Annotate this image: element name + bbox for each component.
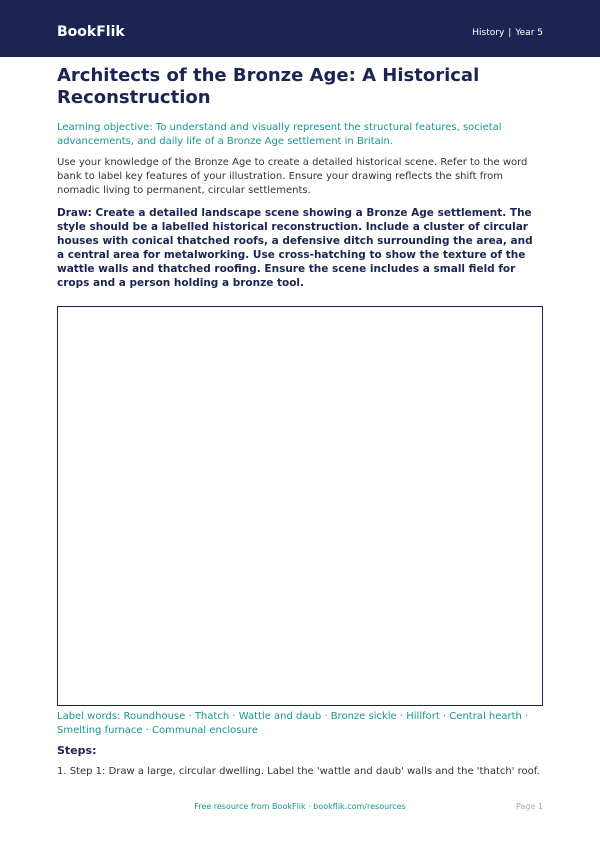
header-bar bbox=[0, 0, 600, 57]
subject-year-label bbox=[472, 27, 543, 39]
year-label: Year 5 bbox=[515, 28, 543, 38]
brand-logo[interactable]: BookFlik bbox=[57, 24, 125, 40]
word-bank: Label words: Roundhouse · Thatch · Wattle and daub · Bronze sickle · Hillfort · Central hearth · Smelting furnace · Communal enclosure bbox=[57, 711, 529, 736]
step-item: 1. Step 1: Draw a large, circular dwelling. Label the 'wattle and daub' walls and the 'thatch' roof. bbox=[57, 766, 540, 777]
drawing-area[interactable] bbox=[57, 306, 543, 706]
page-number: Page 1 bbox=[516, 802, 543, 811]
steps-heading: Steps: bbox=[57, 744, 97, 757]
subject-label: History bbox=[472, 28, 505, 38]
draw-prompt: Draw: Create a detailed landscape scene showing a Bronze Age settlement. The style should be a labelled historical reconstruction. Include a cluster of circular houses with conical thatched roofs, a defensive ditch surrounding the area, and a central area for metalworking. Use cross-hatching to show the texture of the wattle walls and thatched roofing. Ensure the scene includes a small field for crops and a person holding a bronze tool. bbox=[57, 207, 533, 289]
page-title: Architects of the Bronze Age: A Historical Reconstruction bbox=[57, 65, 480, 108]
footer-link[interactable]: Free resource from BookFlik · bookflik.com/resources bbox=[194, 802, 406, 811]
learning-objective: Learning objective: To understand and visually represent the structural features, societal advancements, and daily life of a Bronze Age settlement in Britain. bbox=[57, 122, 502, 147]
header-separator: | bbox=[508, 28, 512, 38]
instructions-text: Use your knowledge of the Bronze Age to create a detailed historical scene. Refer to the word bank to label key features of your illustration. Ensure your drawing reflects the shift from nomadic living to permanent, circular settlements. bbox=[57, 157, 528, 196]
